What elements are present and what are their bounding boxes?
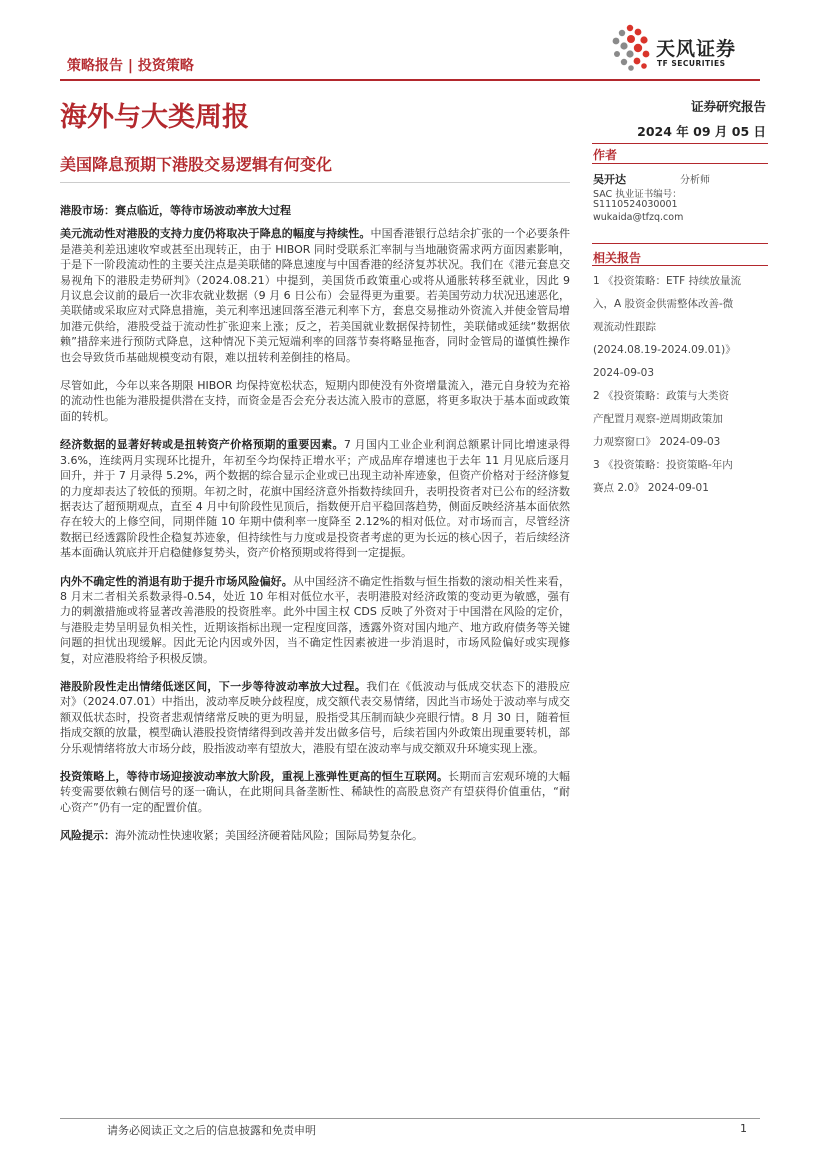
body-paragraph <box>60 769 570 815</box>
section-heading: 港股市场：赛点临近，等待市场波动率放大过程 <box>60 204 291 217</box>
cert-number: S1110524030001 <box>593 199 678 210</box>
paragraph-lead: 投资策略上，等待市场迎接波动率放大阶段，重视上涨弹性更高的恒生互联网。 <box>60 770 449 783</box>
paragraph-text: 海外流动性快速收紧；美国经济硬着陆风险；国际局势复杂化。 <box>115 829 423 843</box>
body-paragraph <box>60 828 570 843</box>
paragraph-list <box>60 226 570 843</box>
sidebar-divider <box>592 243 768 244</box>
logo-english-name: TF SECURITIES <box>657 59 726 68</box>
related-report-line: 2024-09-03 <box>593 367 655 379</box>
paragraph-text: 尽管如此，今年以来各期限 HIBOR 均保持宽松状态，短期内即使没有外资增量流入，港元自身较为充裕的流动性也能为港股提供潜在支持，而资金是否会充分表达流入股市的意愿，将更多取决于基本面或政策面的转机。 <box>60 379 570 423</box>
related-report-line: 2 《投资策略：政策与大类资 <box>593 390 730 402</box>
related-report-item[interactable] <box>593 270 769 385</box>
paragraph-lead: 美元流动性对港股的支持力度仍将取决于降息的幅度与持续性。 <box>60 227 371 241</box>
footer-divider <box>60 1118 760 1119</box>
paragraph-text: 7 月国内工业企业利润总额累计同比增速录得 3.6%，连续两月实现环比提升，年初至今均保持正增水平；产成品库存增速也于去年 11 月见底后逐月回升，并于 7 月录得 5.2%，两个数据的综合显示企业或已出现主动补库迹象，但资产价格对于经济修复的力度却表达了较低的预期。年初之时，花旗中国经济意外指数持续回升，表明投资者对已公布的经济数据表达了超预期观点，直至 4 月中旬阶段性见顶后，指数便开启平稳回落趋势，侧面反映经济基本面依然存在较大的上修空间，同期伴随 10 年期中债利率一度降至 2.12%的相对低位。对市场而言，尽管经济数据已经透露阶段性企稳复苏迹象，但持续性与力度或是投资者考虑的更为长远的核心因子，若后续经济基本面确认筑底并开启稳健修复势头，资产价格预期或将得到一定提振。 <box>60 438 570 560</box>
body-paragraph <box>60 574 570 666</box>
author-name: 吴开达 <box>593 173 626 186</box>
related-report-line: 观流动性跟踪 <box>593 321 656 333</box>
page-number: 1 <box>740 1122 747 1135</box>
report-type: 证券研究报告 <box>690 99 766 114</box>
cert-label: SAC 执业证书编号： <box>593 189 682 200</box>
author-role: 分析师 <box>680 175 710 186</box>
body-paragraph <box>60 226 570 365</box>
author-heading: 作者 <box>593 148 618 162</box>
paragraph-lead: 内外不确定性的消退有助于提升市场风险偏好。 <box>60 574 293 588</box>
paragraph-text: 长期而言宏观环境的大幅转变需要依赖右侧信号的逐一确认，在此期间具备垄断性、稀缺性的高股息资产有望获得价值重估，“耐心资产”仍有一定的配置价值。 <box>60 770 570 814</box>
related-report-line: 力观察窗口》 2024-09-03 <box>593 436 721 448</box>
sidebar-divider <box>592 265 768 266</box>
related-report-item[interactable] <box>593 454 769 500</box>
sidebar-divider <box>592 163 768 164</box>
body-paragraph <box>60 378 570 424</box>
subtitle-divider <box>60 182 570 183</box>
logo-mark-icon <box>608 24 652 72</box>
paragraph-lead: 港股阶段性走出情绪低迷区间，下一步等待波动率放大过程。 <box>60 679 367 693</box>
body-paragraph <box>60 679 570 756</box>
report-body <box>60 203 570 857</box>
paragraph-text: 从中国经济不确定性指数与恒生指数的滚动相关性来看，8 月末二者相关系数录得-0.54，处近 10 年相对低位水平，表明港股对经济政策的变动更为敏感，强有力的刺激措施或将显著改善港股的投资胜率。此外中国主权 CDS 反映了外资对于中国潜在风险的定价，与港股走势呈明显负相关性，近期该指标出现一定程度回落，透露外资对国内地产、地方政府债务等关键问题的担忧出现缓解。因此无论内因或外因，当不确定性因素被进一步消退时，市场风险偏好或实现修复，对应港股将给予积极反馈。 <box>60 574 571 665</box>
body-paragraph <box>60 437 570 560</box>
paragraph-text: 中国香港银行总结余扩张的一个必要条件是港美利差迅速收窄或甚至出现转正，由于 HIBOR 同时受联系汇率制与当地融资需求两方面因素影响，于是下一阶段流动性的主要关注点是美联储的降息速度与中国香港的经济复苏状况。我们在《港元套息交易视角下的港股走势研判》（2024.08.21）中提到，美国货币政策重心或将从通胀转移至就业，因此 9 月议息会议前的最后一次非农就业数据（9 月 6 日公布）会显得更为重要。若美国劳动力状况迅速恶化，美联储或采取应对式降息措施，美元利率迅速回落至港元利率下方，套息交易推动外资流入并使金管局增加港元供给，港股受益于流动性扩张迎来上涨；反之，若美国就业数据保持韧性，美联储或延续“数据依赖”措辞来进行预防式降息，这种情况下美元短端利率的回落节奏将略显拖沓，同时金管局的谨慎性操作也会导致货币基础规模变动有限，难以扭转利差倒挂的格局。 <box>60 227 571 364</box>
related-report-line: 3 《投资策略：投资策略-年内 <box>593 459 733 471</box>
report-date: 2024 年 09 月 05 日 <box>637 124 766 139</box>
page-subtitle: 美国降息预期下港股交易逻辑有何变化 <box>60 155 333 174</box>
paragraph-text: 我们在《低波动与低成交状态下的港股应对》（2024.07.01）中指出，波动率反映分歧程度，成交额代表交易情绪，因此当市场处于波动率与成交额双低状态时，投资者悲观情绪常反映的更为明显，股指受其压制而缺少亮眼行情。8 月 30 日，随着恒指成交额的放量，模型确认港股投资情绪得到改善并发出做多信号，后续若国内外政策出现重要转机，部分乐观情绪将放大市场分歧，股指波动率有望放大，港股有望在波动率与成交额双升环境实现上涨。 <box>60 679 570 755</box>
related-heading: 相关报告 <box>593 251 642 265</box>
related-report-line: 赛点 2.0》 2024-09-01 <box>593 482 709 494</box>
related-report-line: 入，A 股资金供需整体改善-微 <box>593 298 734 310</box>
related-reports-list <box>593 270 769 500</box>
report-category: 策略报告 | 投资策略 <box>67 58 194 74</box>
logo-name: 天风证券 <box>656 38 737 60</box>
page-title: 海外与大类周报 <box>60 102 249 133</box>
footer-disclaimer[interactable]: 请务必阅读正文之后的信息披露和免责申明 <box>107 1124 316 1137</box>
related-report-item[interactable] <box>593 385 769 454</box>
related-report-line: 产配置月观察-逆周期政策加 <box>593 413 723 425</box>
header-divider <box>60 79 760 81</box>
related-report-line: (2024.08.19-2024.09.01)》 <box>593 344 736 356</box>
sidebar-divider <box>592 143 768 144</box>
paragraph-lead: 经济数据的显著好转或是扭转资产价格预期的重要因素。 <box>60 438 344 452</box>
paragraph-lead: 风险提示： <box>60 829 115 843</box>
related-report-line: 1 《投资策略：ETF 持续放量流 <box>593 275 741 287</box>
author-email[interactable]: wukaida@tfzq.com <box>593 212 684 223</box>
company-logo <box>608 22 768 74</box>
